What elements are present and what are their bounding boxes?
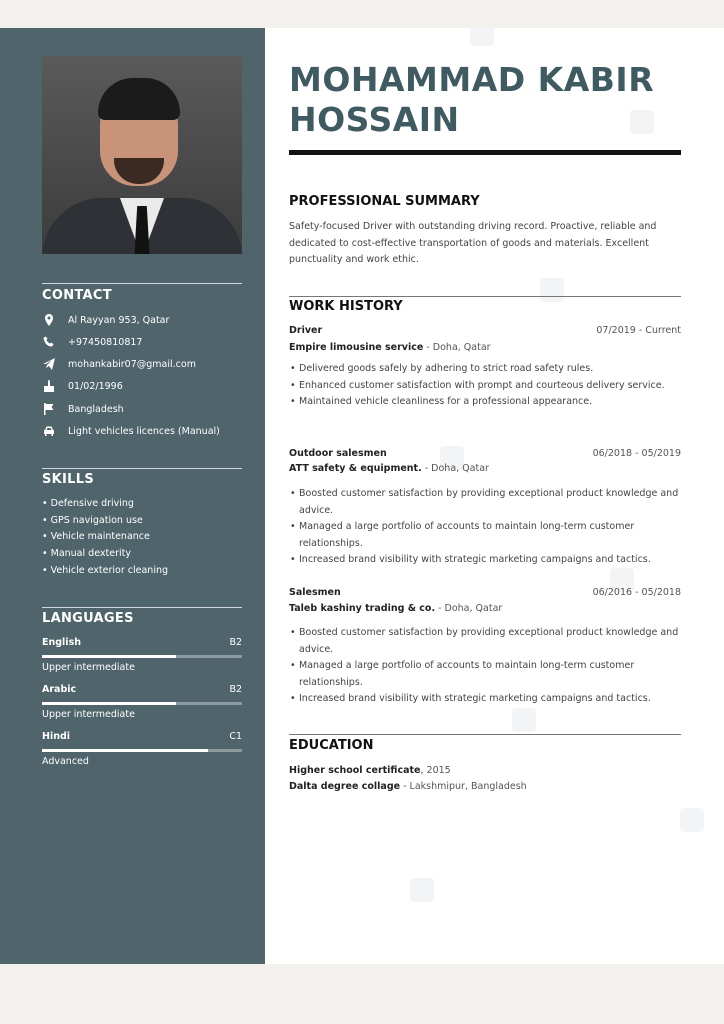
languages-heading: LANGUAGES bbox=[42, 611, 134, 626]
job-dates: 07/2019 - Current bbox=[596, 325, 681, 336]
skills-heading: SKILLS bbox=[42, 472, 95, 487]
contact-licence bbox=[42, 423, 220, 439]
education-item bbox=[289, 765, 451, 776]
watermark-icon bbox=[540, 278, 564, 302]
work-history-heading: WORK HISTORY bbox=[289, 299, 403, 314]
sidebar bbox=[0, 28, 265, 964]
education-divider bbox=[289, 734, 681, 735]
job-bullet: • Increased brand visibility with strategic marketing campaigns and tactics. bbox=[296, 552, 681, 569]
language-name: Arabic bbox=[42, 684, 77, 695]
contact-heading: CONTACT bbox=[42, 288, 112, 303]
watermark-icon bbox=[512, 708, 536, 732]
language-description: Upper intermediate bbox=[42, 709, 135, 720]
watermark-icon bbox=[470, 28, 494, 46]
contact-address bbox=[42, 312, 169, 328]
skills-divider bbox=[42, 468, 242, 469]
language-bar bbox=[42, 655, 242, 658]
job-location: - Doha, Qatar bbox=[435, 603, 503, 614]
job-bullets bbox=[296, 625, 681, 708]
job-dates: 06/2018 - 05/2019 bbox=[592, 448, 681, 459]
flag-icon bbox=[42, 402, 56, 416]
job-dates: 06/2016 - 05/2018 bbox=[592, 587, 681, 598]
job-title: Outdoor salesmen bbox=[289, 448, 387, 459]
job-bullets bbox=[296, 361, 681, 411]
languages-divider bbox=[42, 607, 242, 608]
skill-item: • Defensive driving bbox=[42, 498, 134, 509]
education-heading: EDUCATION bbox=[289, 738, 374, 753]
watermark-icon bbox=[680, 808, 704, 832]
job-bullet: • Boosted customer satisfaction by providing exceptional product knowledge and advice. bbox=[296, 625, 681, 658]
job-bullet: • Maintained vehicle cleanliness for a professional appearance. bbox=[296, 394, 681, 411]
job-company-name: Taleb kashiny trading & co. bbox=[289, 603, 436, 614]
contact-nationality bbox=[42, 401, 124, 417]
work-history-divider bbox=[289, 296, 681, 297]
job-company bbox=[289, 342, 491, 353]
job-company bbox=[289, 463, 489, 474]
job-bullets bbox=[296, 486, 681, 569]
car-icon bbox=[42, 424, 56, 438]
job-location: - Doha, Qatar bbox=[421, 463, 489, 474]
resume-page bbox=[0, 28, 724, 964]
summary-text: Safety-focused Driver with outstanding driving record. Proactive, reliable and dedicated to cost-effective transportation of goods and materials. Excellent punctuality and work ethic. bbox=[289, 221, 657, 265]
language-description: Advanced bbox=[42, 756, 89, 767]
candidate-name bbox=[289, 60, 654, 140]
profile-photo bbox=[42, 56, 242, 254]
job-company bbox=[289, 603, 502, 614]
language-level: C1 bbox=[229, 731, 242, 742]
contact-birthdate-text: 01/02/1996 bbox=[68, 380, 123, 392]
contact-address-text: Al Rayyan 953, Qatar bbox=[68, 314, 170, 326]
education-degree: Dalta degree collage bbox=[289, 781, 401, 792]
page-bottom-margin bbox=[0, 964, 724, 1024]
job-bullet: • Delivered goods safely by adhering to strict road safety rules. bbox=[296, 361, 681, 378]
summary-heading: PROFESSIONAL SUMMARY bbox=[289, 194, 480, 209]
language-bar-fill bbox=[42, 702, 176, 705]
job-bullet: • Managed a large portfolio of accounts to maintain long-term customer relationships. bbox=[296, 519, 681, 552]
name-underline bbox=[289, 150, 681, 155]
candidate-name-line1: MOHAMMAD KABIR bbox=[289, 60, 655, 99]
language-level: B2 bbox=[229, 637, 242, 648]
contact-phone-text: +97450810817 bbox=[68, 336, 143, 348]
skill-item: • Vehicle exterior cleaning bbox=[42, 565, 168, 576]
language-bar bbox=[42, 749, 242, 752]
location-pin-icon bbox=[42, 313, 56, 327]
cake-icon bbox=[42, 379, 56, 393]
education-detail: - Lakshmipur, Bangladesh bbox=[400, 781, 527, 792]
language-level: B2 bbox=[229, 684, 242, 695]
contact-birthdate bbox=[42, 378, 123, 394]
job-company-name: ATT safety & equipment. bbox=[289, 463, 422, 474]
skill-item: • GPS navigation use bbox=[42, 515, 143, 526]
language-bar-fill bbox=[42, 655, 176, 658]
skill-item: • Manual dexterity bbox=[42, 548, 131, 559]
job-company-name: Empire limousine service bbox=[289, 342, 424, 353]
job-location: - Doha, Qatar bbox=[423, 342, 491, 353]
language-description: Upper intermediate bbox=[42, 662, 135, 673]
job-title: Salesmen bbox=[289, 587, 341, 598]
job-bullet: • Increased brand visibility with strategic marketing campaigns and tactics. bbox=[296, 691, 681, 708]
education-detail: , 2015 bbox=[420, 765, 451, 776]
education-degree: Higher school certificate bbox=[289, 765, 421, 776]
job-title: Driver bbox=[289, 325, 323, 336]
send-mail-icon bbox=[42, 357, 56, 371]
contact-nationality-text: Bangladesh bbox=[68, 403, 124, 415]
phone-icon bbox=[42, 335, 56, 349]
job-bullet: • Enhanced customer satisfaction with prompt and courteous delivery service. bbox=[296, 378, 681, 395]
education-item bbox=[289, 781, 527, 792]
language-name: English bbox=[42, 637, 81, 648]
contact-phone bbox=[42, 334, 142, 350]
job-bullet: • Managed a large portfolio of accounts to maintain long-term customer relationships. bbox=[296, 658, 681, 691]
contact-divider bbox=[42, 283, 242, 284]
language-bar-fill bbox=[42, 749, 208, 752]
watermark-icon bbox=[410, 878, 434, 902]
contact-email bbox=[42, 356, 196, 372]
contact-licence-text: Light vehicles licences (Manual) bbox=[68, 425, 220, 437]
language-bar bbox=[42, 702, 242, 705]
language-name: Hindi bbox=[42, 731, 71, 742]
job-bullet: • Boosted customer satisfaction by providing exceptional product knowledge and advice. bbox=[296, 486, 681, 519]
candidate-name-line2: HOSSAIN bbox=[289, 100, 460, 139]
skill-item: • Vehicle maintenance bbox=[42, 531, 150, 542]
contact-email-text: mohankabir07@gmail.com bbox=[68, 358, 196, 370]
